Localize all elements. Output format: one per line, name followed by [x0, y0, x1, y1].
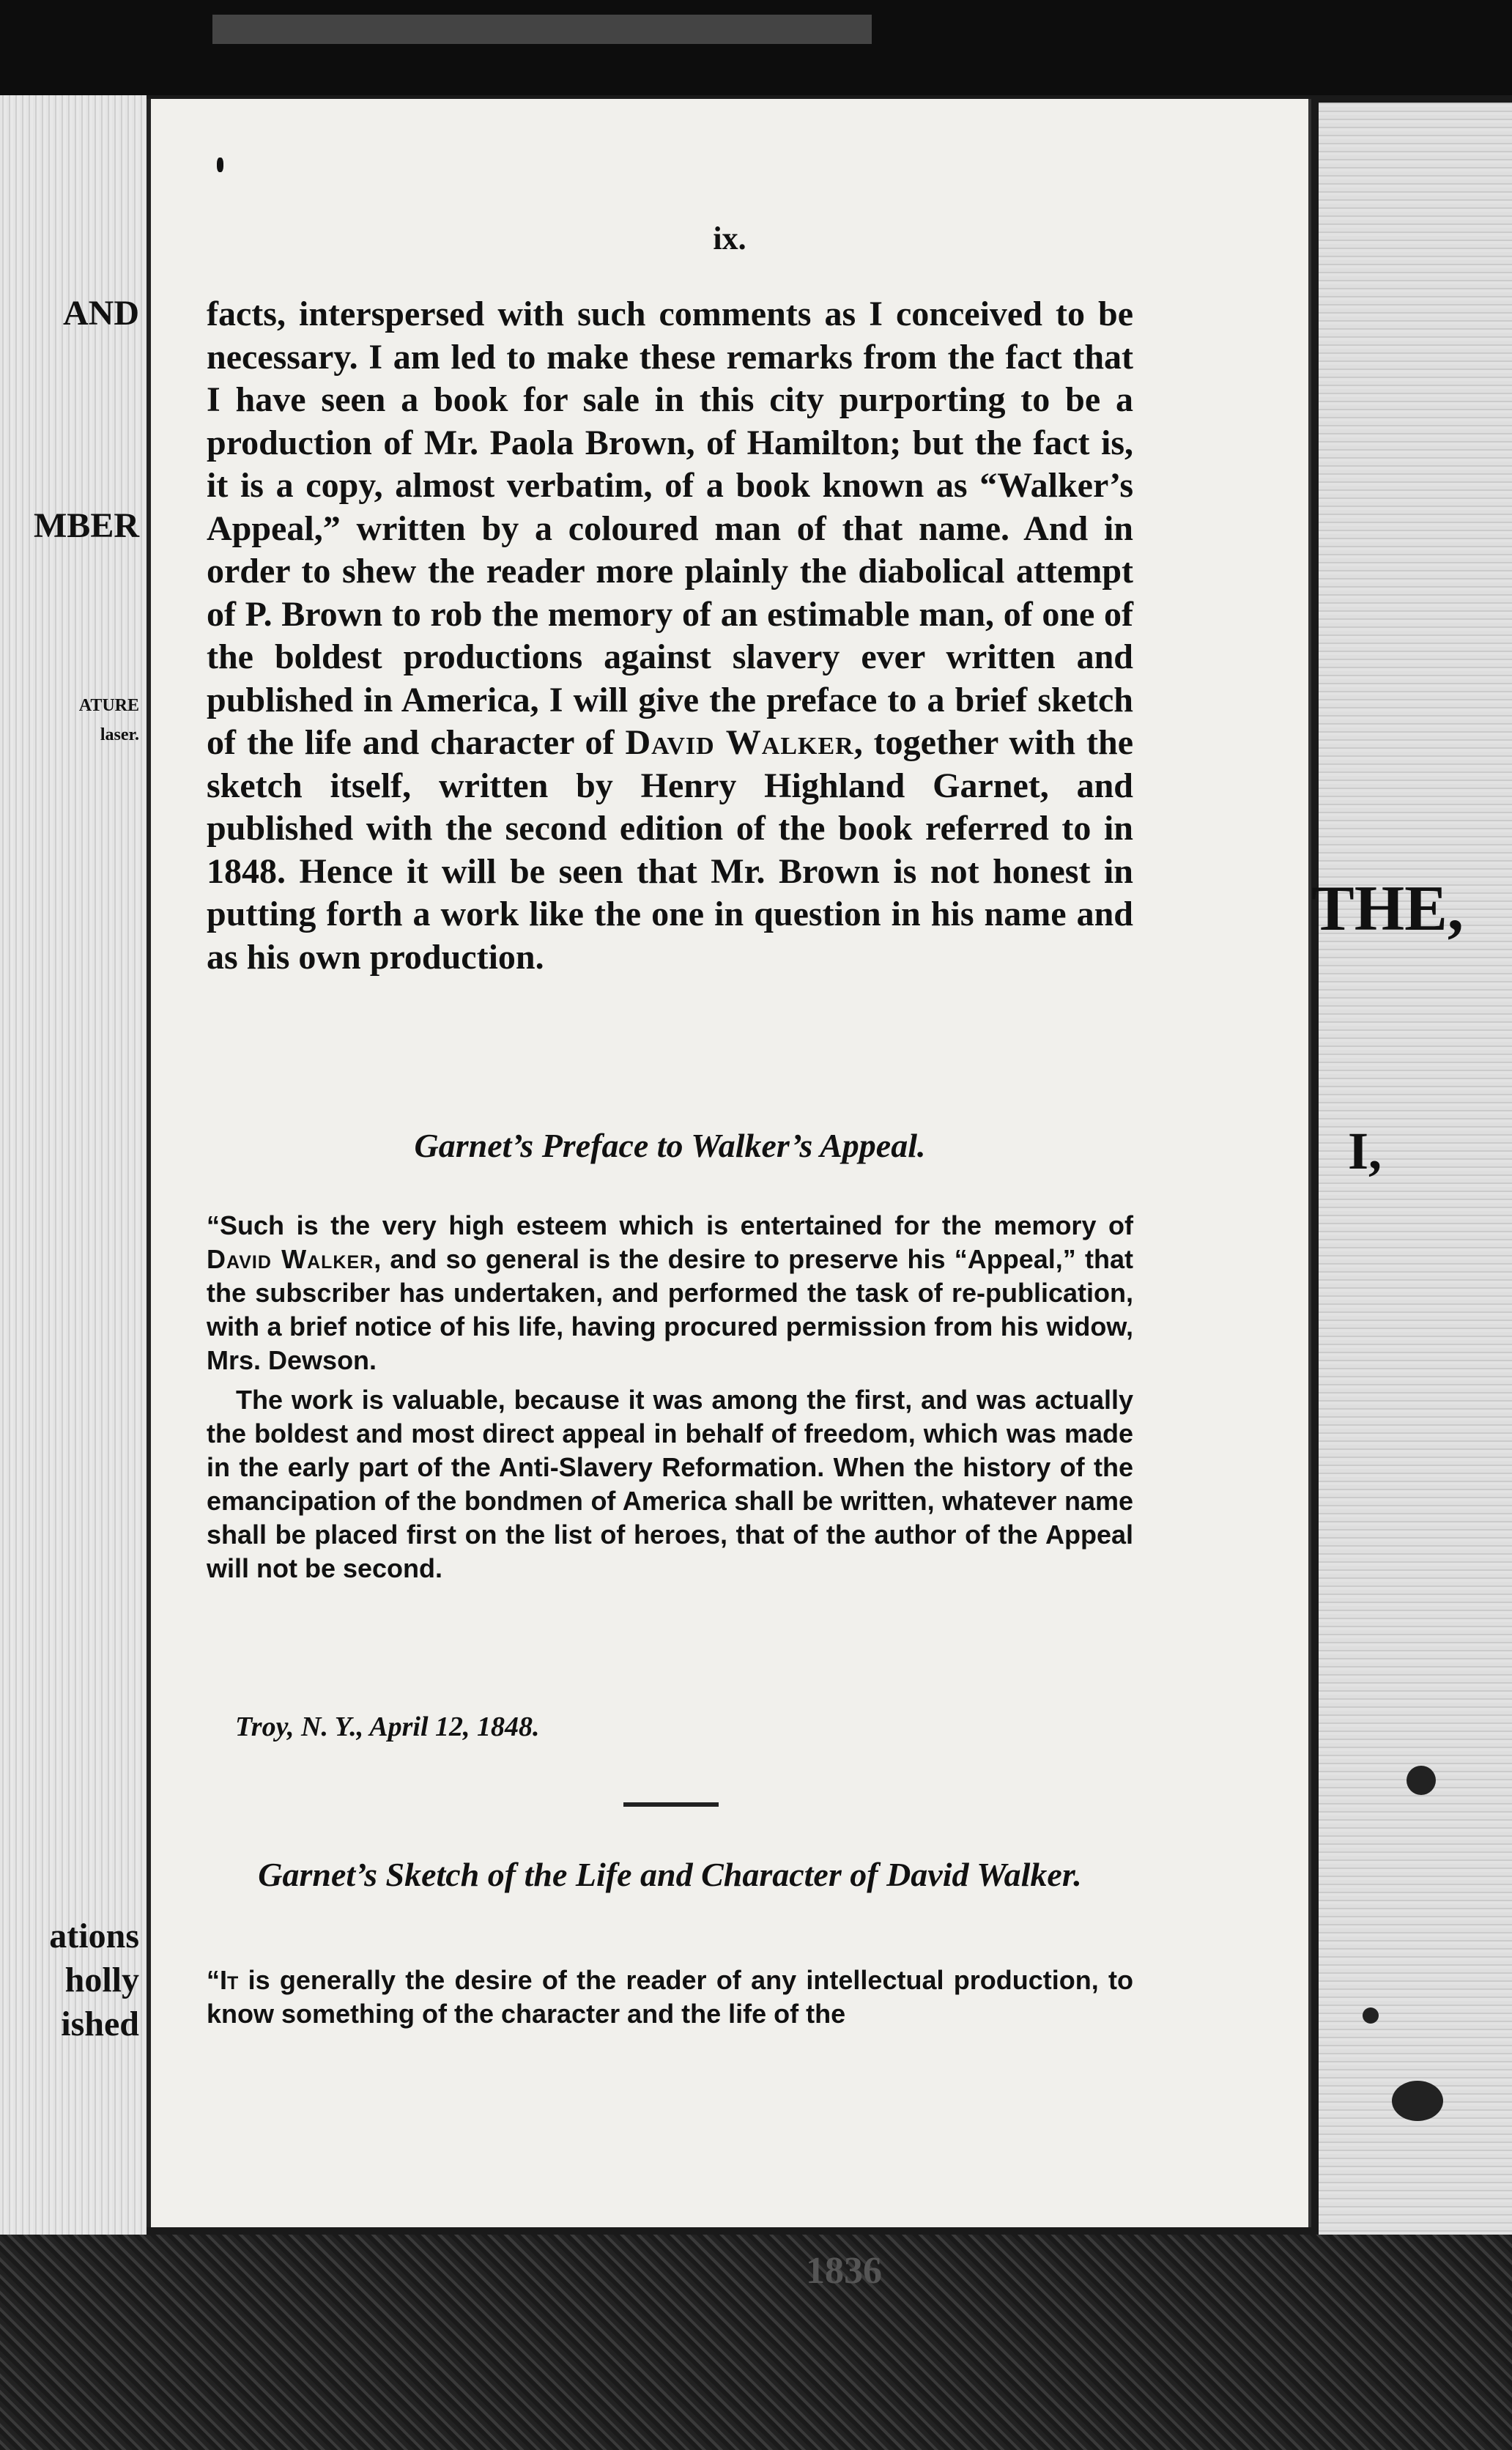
- left-fragment-mber: MBER: [34, 506, 139, 545]
- top-scan-strip: [212, 15, 872, 44]
- right-adjacent-page: [1311, 103, 1512, 2235]
- david-walker-name: David Walker: [625, 723, 854, 762]
- book-page: [147, 99, 1311, 2227]
- ink-blot: [1407, 1766, 1436, 1795]
- left-adjacent-page: [0, 95, 147, 2242]
- preface-p1-part1: “Such is the very high esteem which is entertained for the memory of: [207, 1210, 1133, 1240]
- ink-blot: [1363, 2007, 1379, 2024]
- sketch-heading: Garnet’s Sketch of the Life and Character of David Walker.: [258, 1856, 1082, 1893]
- sketch-lead-word: “It: [207, 1965, 239, 1995]
- left-fragment-ished: ished: [61, 2005, 139, 2043]
- left-fragment-and: AND: [63, 294, 139, 333]
- body-text-part2: , together with the sketch itself, written by Henry Highland Garnet, and published with the second edition of the book referred to in 1848. Hence it will be seen that Mr. Brown is not honest in putting forth a work like the one in question in his name and as his own production.: [207, 723, 1134, 977]
- preface-paragraph-1: [207, 1209, 1133, 1377]
- bottom-scan-border: [0, 2235, 1512, 2450]
- preface-dateline: Troy, N. Y., April 12, 1848.: [235, 1711, 540, 1742]
- sketch-body: is generally the desire of the reader of any intellectual production, to know something of the character and the life of the: [207, 1965, 1133, 2029]
- left-fragment-ations: ations: [49, 1917, 139, 1955]
- body-paragraph: [207, 293, 1133, 979]
- page-number: ix.: [713, 221, 746, 256]
- top-scan-border: [0, 0, 1512, 95]
- sketch-text: [207, 1964, 1133, 2031]
- ink-speck: [217, 158, 223, 172]
- body-paragraph-text: [207, 293, 1133, 979]
- preface-paragraph-2: The work is valuable, because it was among the first, and was actually the boldest and most direct appeal in behalf of freedom, which was made in the early part of the Anti-Slavery Reformation. When the history of the emancipation of the bondmen of America shall be written, whatever name shall be placed first on the list of heroes, that of the author of the Appeal will not be second.: [207, 1385, 1133, 1583]
- right-fragment-the: THE,: [1311, 873, 1464, 944]
- right-fragment-i: I,: [1348, 1122, 1382, 1180]
- preface-p1-name: David Walker: [207, 1244, 374, 1274]
- bottom-marking: 1836: [806, 2250, 882, 2292]
- preface-text: [207, 1209, 1133, 1585]
- preface-p1-part2: , and so general is the desire to preserve his “Appeal,” that the subscriber has undertaken, and performed the task of re-publication, with a brief notice of his life, having procured permission from his widow, Mrs. Dewson.: [207, 1244, 1133, 1375]
- body-text-part1: facts, interspersed with such comments as I conceived to be necessary. I am led to make these remarks from the fact that I have seen a book for sale in this city purporting to be a production of Mr. Paola Brown, of Hamilton; but the fact is, it is a copy, almost verbatim, of a book known as “Walker’s Appeal,” written by a coloured man of that name. And in order to shew the reader more plainly the diabolical attempt of P. Brown to rob the memory of an estimable man, of one of the boldest productions against slavery ever written and published in America, I will give the preface to a brief sketch of the life and character of: [207, 295, 1133, 762]
- left-fragment-ature: ATURE: [78, 696, 139, 715]
- left-fragment-laser: laser.: [100, 725, 139, 744]
- ink-blot: [1392, 2081, 1443, 2121]
- section-divider: [623, 1802, 719, 1807]
- sketch-paragraph: [207, 1964, 1133, 2031]
- left-fragment-holly: holly: [64, 1961, 139, 1999]
- preface-heading: Garnet’s Preface to Walker’s Appeal.: [414, 1127, 926, 1164]
